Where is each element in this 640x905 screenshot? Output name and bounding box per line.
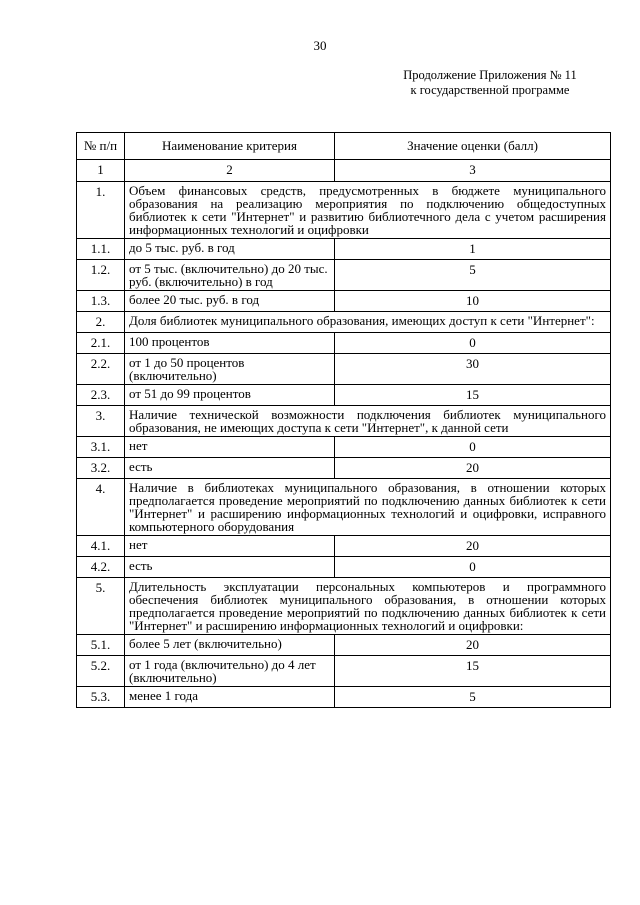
section-number: 5.	[77, 578, 125, 635]
row-number: 2.3.	[77, 385, 125, 406]
row-score: 0	[335, 557, 611, 578]
section-row	[77, 479, 611, 536]
column-header-score: Значение оценки (балл)	[335, 133, 611, 160]
row-score: 5	[335, 687, 611, 708]
section-number: 1.	[77, 182, 125, 239]
row-number: 4.2.	[77, 557, 125, 578]
section-number: 4.	[77, 479, 125, 536]
row-score: 15	[335, 656, 611, 687]
column-index: 1	[77, 160, 125, 182]
row-number: 3.1.	[77, 437, 125, 458]
row-criterion: до 5 тыс. руб. в год	[125, 239, 335, 260]
table-row	[77, 437, 611, 458]
table-row	[77, 260, 611, 291]
column-index: 2	[125, 160, 335, 182]
table-row	[77, 536, 611, 557]
table-row	[77, 291, 611, 312]
row-criterion: от 51 до 99 процентов	[125, 385, 335, 406]
row-score: 15	[335, 385, 611, 406]
row-number: 1.2.	[77, 260, 125, 291]
column-index: 3	[335, 160, 611, 182]
table-row	[77, 385, 611, 406]
table-row	[77, 687, 611, 708]
section-number: 3.	[77, 406, 125, 437]
row-number: 2.1.	[77, 333, 125, 354]
appendix-header-line2: к государственной программе	[410, 83, 570, 97]
row-score: 10	[335, 291, 611, 312]
row-number: 1.1.	[77, 239, 125, 260]
row-number: 5.2.	[77, 656, 125, 687]
row-criterion: более 5 лет (включительно)	[125, 635, 335, 656]
appendix-header	[340, 68, 640, 98]
table-row	[77, 458, 611, 479]
row-criterion: 100 процентов	[125, 333, 335, 354]
appendix-header-line1: Продолжение Приложения № 11	[403, 68, 577, 82]
row-criterion: нет	[125, 437, 335, 458]
row-score: 20	[335, 635, 611, 656]
row-number: 5.3.	[77, 687, 125, 708]
section-title: Наличие в библиотеках муниципального образования, в отношении которых предполагается проведение мероприятий по подключению данных библиотек к сети "Интернет" и расширению информационных технологий и оцифровки, исправного компьютерного оборудования	[125, 479, 611, 536]
row-number: 3.2.	[77, 458, 125, 479]
row-score: 30	[335, 354, 611, 385]
section-number: 2.	[77, 312, 125, 333]
table-row	[77, 635, 611, 656]
row-score: 1	[335, 239, 611, 260]
criteria-table	[76, 132, 611, 708]
section-row	[77, 578, 611, 635]
section-title: Объем финансовых средств, предусмотренных в бюджете муниципального образования на реализацию мероприятия по подключению общедоступных библиотек к сети "Интернет" и развитию библиотечного дела с учетом расширения информационных технологий и оцифровки	[125, 182, 611, 239]
row-criterion: нет	[125, 536, 335, 557]
row-criterion: от 1 до 50 процентов (включительно)	[125, 354, 335, 385]
row-criterion: есть	[125, 557, 335, 578]
page-number: 30	[313, 38, 327, 53]
column-header-number: № п/п	[77, 133, 125, 160]
row-score: 0	[335, 333, 611, 354]
row-criterion: более 20 тыс. руб. в год	[125, 291, 335, 312]
row-number: 5.1.	[77, 635, 125, 656]
table-row	[77, 557, 611, 578]
row-criterion: есть	[125, 458, 335, 479]
row-criterion: от 5 тыс. (включительно) до 20 тыс. руб. (включительно) в год	[125, 260, 335, 291]
row-number: 4.1.	[77, 536, 125, 557]
row-score: 20	[335, 458, 611, 479]
row-score: 0	[335, 437, 611, 458]
section-title: Длительность эксплуатации персональных компьютеров и программного обеспечения библиотек муниципального образования, в отношении которых предполагается проведение мероприятий по подключению данных библиотек к сети "Интернет" и расширению информационных технологий и оцифровки:	[125, 578, 611, 635]
section-row	[77, 182, 611, 239]
section-row	[77, 312, 611, 333]
section-row	[77, 406, 611, 437]
section-title: Доля библиотек муниципального образования, имеющих доступ к сети "Интернет":	[125, 312, 611, 333]
table-row	[77, 239, 611, 260]
table-row	[77, 333, 611, 354]
row-criterion: менее 1 года	[125, 687, 335, 708]
section-title: Наличие технической возможности подключения библиотек муниципального образования, не имеющих доступа к сети "Интернет", к данной сети	[125, 406, 611, 437]
table-header-row	[77, 133, 611, 160]
table-row	[77, 354, 611, 385]
row-number: 2.2.	[77, 354, 125, 385]
column-header-criterion: Наименование критерия	[125, 133, 335, 160]
row-score: 5	[335, 260, 611, 291]
row-score: 20	[335, 536, 611, 557]
row-criterion: от 1 года (включительно) до 4 лет (включительно)	[125, 656, 335, 687]
column-index-row	[77, 160, 611, 182]
row-number: 1.3.	[77, 291, 125, 312]
table-row	[77, 656, 611, 687]
